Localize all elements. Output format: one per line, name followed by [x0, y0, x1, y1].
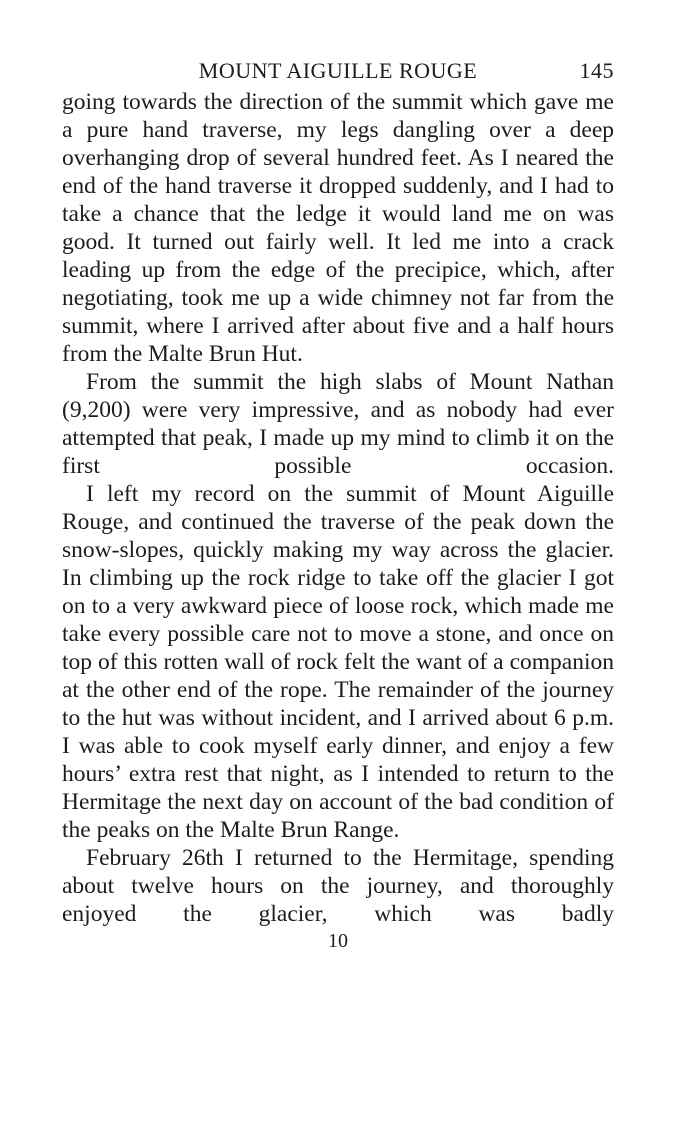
signature-mark: 10	[328, 930, 348, 952]
paragraph: February 26th I returned to the Hermitage, spending about twelve hours on the journey, and thoroughly enjoyed the glacier, which was badly	[62, 845, 614, 927]
running-title: MOUNT AIGUILLE ROUGE	[198, 58, 478, 83]
page-number: 145	[579, 58, 614, 83]
running-header	[62, 54, 614, 88]
body-text	[62, 88, 614, 928]
book-page	[62, 54, 614, 953]
paragraph: From the summit the high slabs of Mount Nathan (9,200) were very impressive, and as nobody had ever attempted that peak, I made up my mind to climb it on the first possible occasion.	[62, 369, 614, 479]
paragraph: I left my record on the summit of Mount Aiguille Rouge, and continued the traverse of the peak down the snow-slopes, quickly making my way across the glacier. In climbing up the rock ridge to take off the glacier I got on to a very awkward piece of loose rock, which made me take every possible care not to move a stone, and once on top of this rotten wall of rock felt the want of a companion at the other end of the rope. The remainder of the journey to the hut was without incident, and I arrived about 6 p.m. I was able to cook myself early dinner, and enjoy a few hours’ extra rest that night, as I intended to return to the Hermitage the next day on account of the bad condition of the peaks on the Malte Brun Range.	[62, 481, 614, 843]
paragraph: going towards the direction of the summit which gave me a pure hand traverse, my legs dangling over a deep overhanging drop of several hundred feet. As I neared the end of the hand traverse it dropped suddenly, and I had to take a chance that the ledge it would land me on was good. It turned out fairly well. It led me into a crack leading up from the edge of the precipice, which, after negotiating, took me up a wide chimney not far from the summit, where I arrived after about five and a half hours from the Malte Brun Hut.	[62, 89, 614, 367]
